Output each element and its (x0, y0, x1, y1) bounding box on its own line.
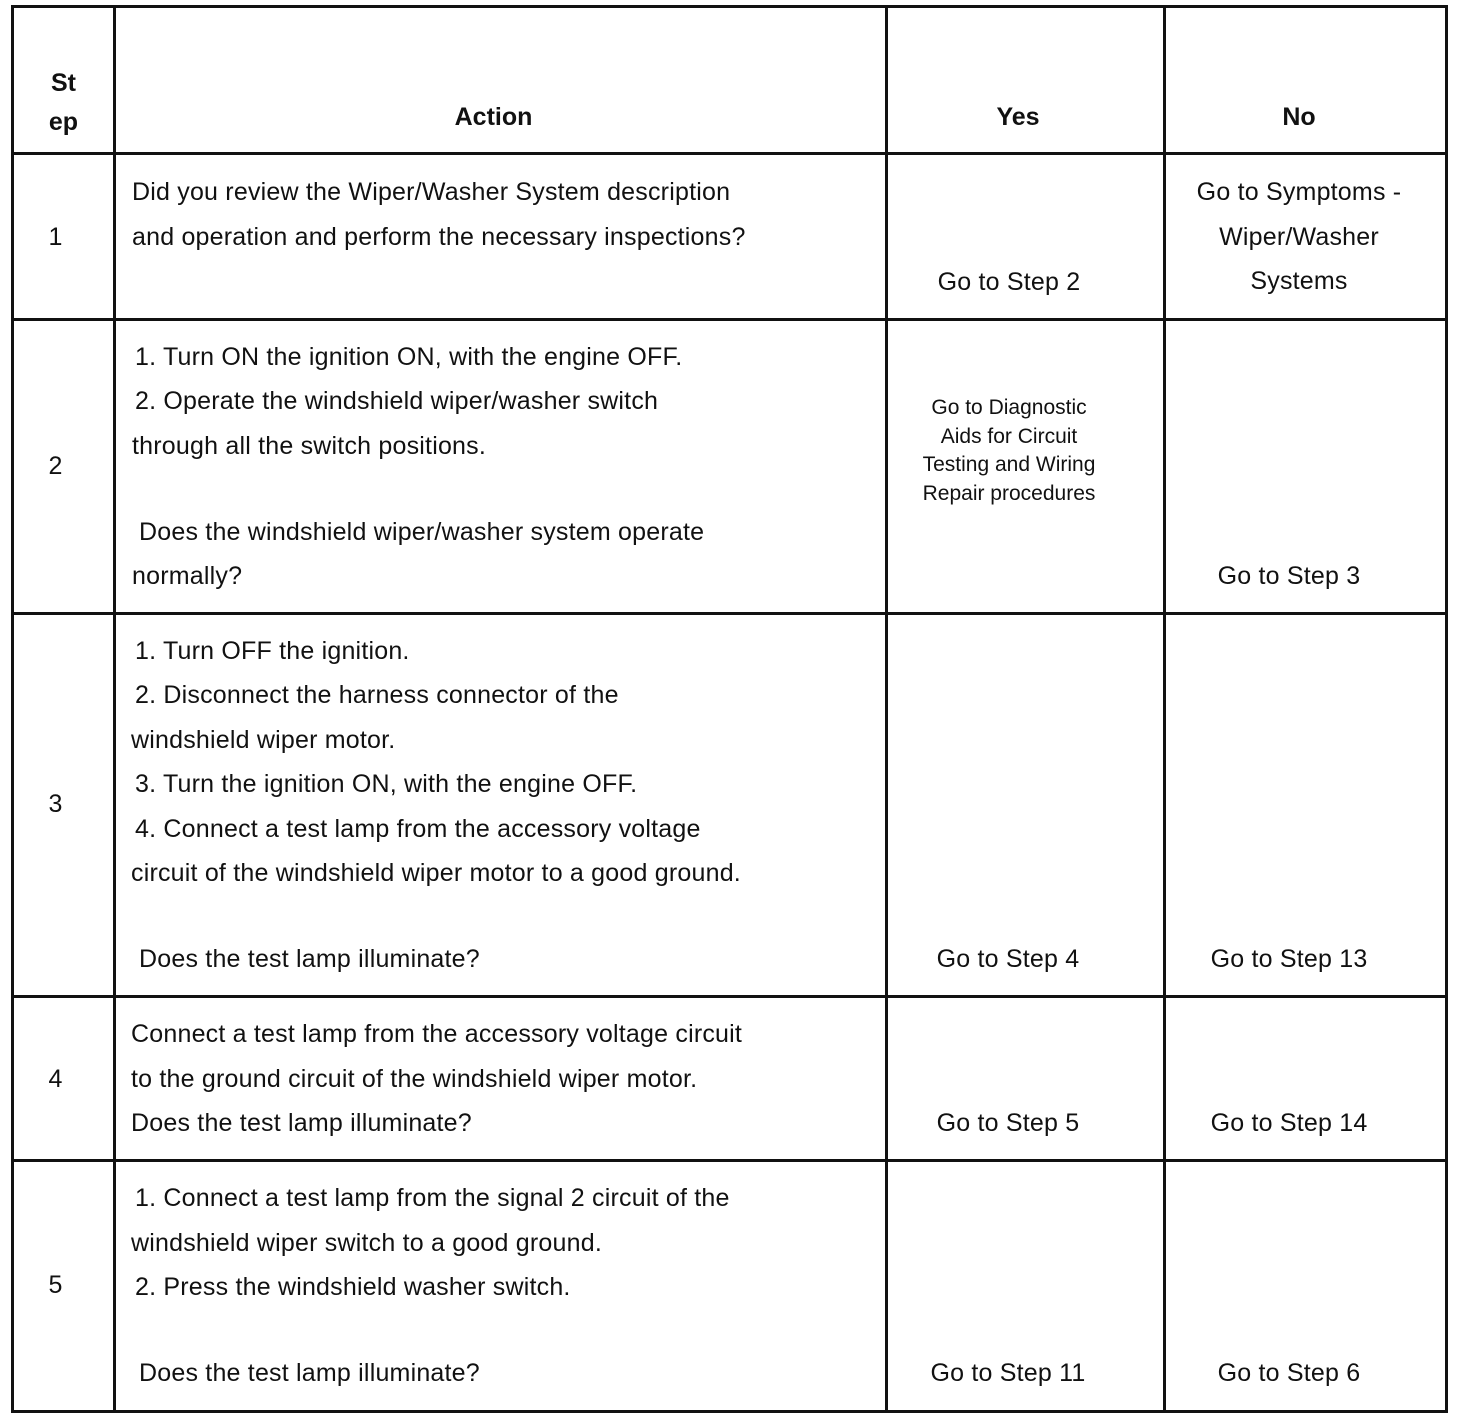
action-line: Did you review the Wiper/Washer System description (132, 178, 731, 206)
no-line: Go to Symptoms - (1196, 178, 1402, 206)
row-divider (11, 1159, 1448, 1162)
action-line: to the ground circuit of the windshield wiper motor. (131, 1064, 698, 1093)
column-divider-step (113, 5, 116, 1413)
no-link[interactable] (1166, 170, 1432, 304)
action-line: Does the test lamp illuminate? (139, 945, 480, 973)
action-line: normally? (132, 562, 243, 590)
yes-link[interactable]: Go to Step 2 (937, 268, 1081, 296)
header-step-line1: St (51, 69, 76, 97)
table-border-right (1445, 5, 1448, 1413)
action-text (131, 1012, 742, 1146)
action-line: 1. Turn ON the ignition ON, with the engine OFF. (135, 343, 683, 371)
no-link[interactable]: Go to Step 13 (1210, 945, 1368, 973)
no-link[interactable]: Go to Step 3 (1217, 562, 1361, 590)
yes-link[interactable] (888, 394, 1130, 508)
header-no: No (1282, 103, 1316, 131)
action-text (132, 170, 746, 259)
header-step-line2: ep (48, 108, 79, 136)
header-step (14, 64, 113, 142)
row-divider (11, 318, 1448, 321)
row-divider (11, 612, 1448, 615)
action-line: through all the switch positions. (132, 432, 487, 460)
action-line: 2. Press the windshield washer switch. (135, 1273, 571, 1301)
action-line: windshield wiper motor. (131, 726, 396, 754)
step-number: 3 (48, 790, 63, 818)
action-line: 1. Turn OFF the ignition. (135, 637, 410, 665)
step-number: 4 (48, 1065, 63, 1093)
action-line: 1. Connect a test lamp from the signal 2 circuit of the (135, 1184, 730, 1212)
yes-link[interactable]: Go to Step 11 (930, 1359, 1086, 1387)
header-action: Action (454, 103, 533, 131)
yes-link[interactable]: Go to Step 4 (936, 945, 1080, 973)
yes-line: Testing and Wiring (922, 453, 1096, 476)
column-divider-action (885, 5, 888, 1413)
yes-line: Go to Diagnostic (931, 396, 1087, 419)
table-border-top (11, 5, 1448, 8)
row-divider (11, 152, 1448, 155)
action-line: and operation and perform the necessary inspections? (132, 222, 746, 251)
action-line: windshield wiper switch to a good ground. (131, 1229, 602, 1257)
table-border-bottom (11, 1410, 1448, 1413)
action-line: circuit of the windshield wiper motor to a good ground. (131, 859, 741, 887)
action-line: 2. Operate the windshield wiper/washer switch (135, 387, 659, 415)
step-number: 1 (48, 223, 63, 251)
action-line: Does the windshield wiper/washer system operate (139, 518, 705, 546)
action-line: Connect a test lamp from the accessory voltage circuit (131, 1020, 743, 1048)
action-line: 3. Turn the ignition ON, with the engine OFF. (135, 770, 638, 798)
yes-link[interactable]: Go to Step 5 (936, 1109, 1080, 1137)
step-number: 2 (48, 452, 63, 480)
yes-line: Aids for Circuit (940, 424, 1078, 448)
action-line: Does the test lamp illuminate? (139, 1359, 480, 1387)
no-line: Systems (1250, 267, 1348, 295)
header-yes: Yes (996, 103, 1040, 131)
no-link[interactable]: Go to Step 14 (1210, 1109, 1368, 1137)
step-number: 5 (48, 1271, 63, 1299)
no-link[interactable]: Go to Step 6 (1217, 1359, 1361, 1387)
action-line: Does the test lamp illuminate? (131, 1109, 472, 1137)
yes-line: Repair procedures (922, 481, 1096, 505)
no-line: Wiper/Washer (1219, 222, 1379, 251)
row-divider (11, 995, 1448, 998)
action-line: 2. Disconnect the harness connector of the (135, 681, 619, 709)
action-line: 4. Connect a test lamp from the accessory voltage (135, 815, 701, 843)
